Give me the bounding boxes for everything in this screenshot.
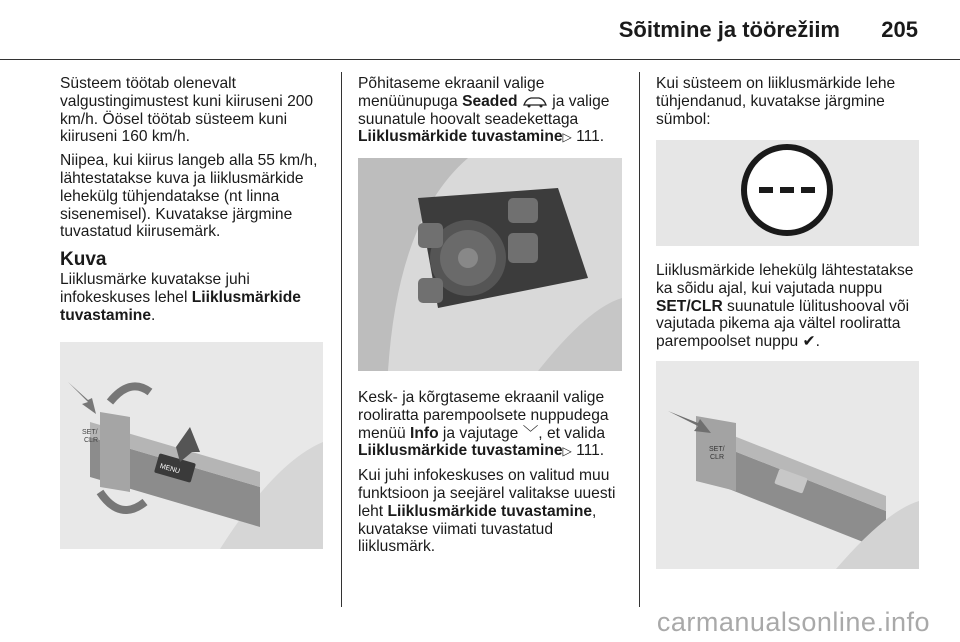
clr-label: CLR: [710, 454, 725, 461]
page-ref-arrow-icon: ▷: [562, 130, 572, 145]
watermark: carmanualsonline.info: [656, 607, 930, 637]
column-2: [358, 75, 628, 153]
column-1: [60, 75, 330, 331]
page-name-traffic-sign: Liiklusmärkide tuvastamine: [60, 288, 301, 324]
paragraph-basic-level: Põhitaseme ekraanil valige menüünupuga Seaded ja valige suunatule hoovalt seadekettaga Liiklusmärkide tuvastamine▷ 111.: [358, 75, 610, 146]
clr-label: CLR: [84, 437, 99, 444]
paragraph-display-info: Liiklusmärke kuvatakse juhi infokeskuses lehel Liiklusmärkide tuvastamine.: [60, 271, 301, 324]
checkmark-icon: ✔: [802, 333, 816, 351]
set-clr-label: SET/CLR: [656, 297, 723, 315]
set-clr-lever-illustration: [656, 361, 919, 569]
set-label: SET/: [709, 446, 725, 453]
paragraph-last-sign: Kui juhi infokeskuses on valitud muu funktsioon ja seejärel valitakse uuesti leht Liiklusmärkide tuvastamine, kuvatakse viimati tuvastatud liiklusmärk.: [358, 467, 616, 556]
paragraph-reset-while-driving: Liiklusmärkide lehekülg lähtestatakse ka sõidu ajal, kui vajutada nuppu SET/CLR suunatule lülitushooval või vajutada pikema aja vältel rooliratta parempoolset nuppu ✔.: [656, 262, 914, 351]
menu-button-label: MENU: [158, 462, 181, 476]
header-divider: [0, 59, 960, 60]
paragraph-range-info: Süsteem töötab olenevalt valgustingimustest kuni kiiruseni 200 km/h. Öösel töötab süsteem kuni kiiruseni 160 km/h.: [60, 75, 314, 146]
page-header: [0, 0, 960, 60]
paragraph-cleared-symbol: Kui süsteem on liiklusmärkide lehe tühjendanud, kuvatakse järgmine sümbol:: [656, 75, 896, 128]
chevron-down-icon: ﹀: [522, 424, 539, 442]
page-ref-arrow-icon: ▷: [562, 444, 572, 459]
cleared-sign-figure: [656, 140, 919, 246]
column-divider-2: [639, 72, 640, 607]
traffic-sign-recognition-label: Liiklusmärkide tuvastamine: [358, 128, 563, 146]
column-3-lower: [656, 262, 928, 357]
page-title: Sõitmine ja töörežiim: [618, 17, 840, 42]
settings-label: Seaded: [462, 92, 518, 110]
section-heading-display: Kuva: [60, 249, 107, 271]
column-2-lower: [358, 389, 633, 562]
column-3: [656, 75, 924, 134]
cleared-sign-illustration: [656, 140, 919, 246]
paragraph-mid-level: Kesk- ja kõrgtaseme ekraanil valige rooliratta parempoolsete nuppudega menüü Info ja vajutage ﹀, et valida Liiklusmärkide tuvastamine▷ 111.: [358, 389, 609, 460]
turn-signal-lever-figure: [60, 342, 323, 549]
page-number: 205: [881, 17, 918, 42]
set-clr-lever-figure: [656, 361, 919, 569]
column-divider-1: [341, 72, 342, 607]
set-label: SET/: [82, 429, 98, 436]
lever-illustration: [60, 342, 323, 549]
car-icon: [522, 96, 548, 108]
paragraph-reset-info: Niipea, kui kiirus langeb alla 55 km/h, lähtestatakse kuva ja liiklusmärkide lehekülg tühjendatakse (nt linna sisenemisel). Kuvatakse järgmine tuvastatud kiirusemärk.: [60, 152, 318, 241]
steering-wheel-figure: [358, 158, 622, 371]
steering-wheel-illustration: [358, 158, 622, 371]
info-label: Info: [410, 424, 439, 442]
